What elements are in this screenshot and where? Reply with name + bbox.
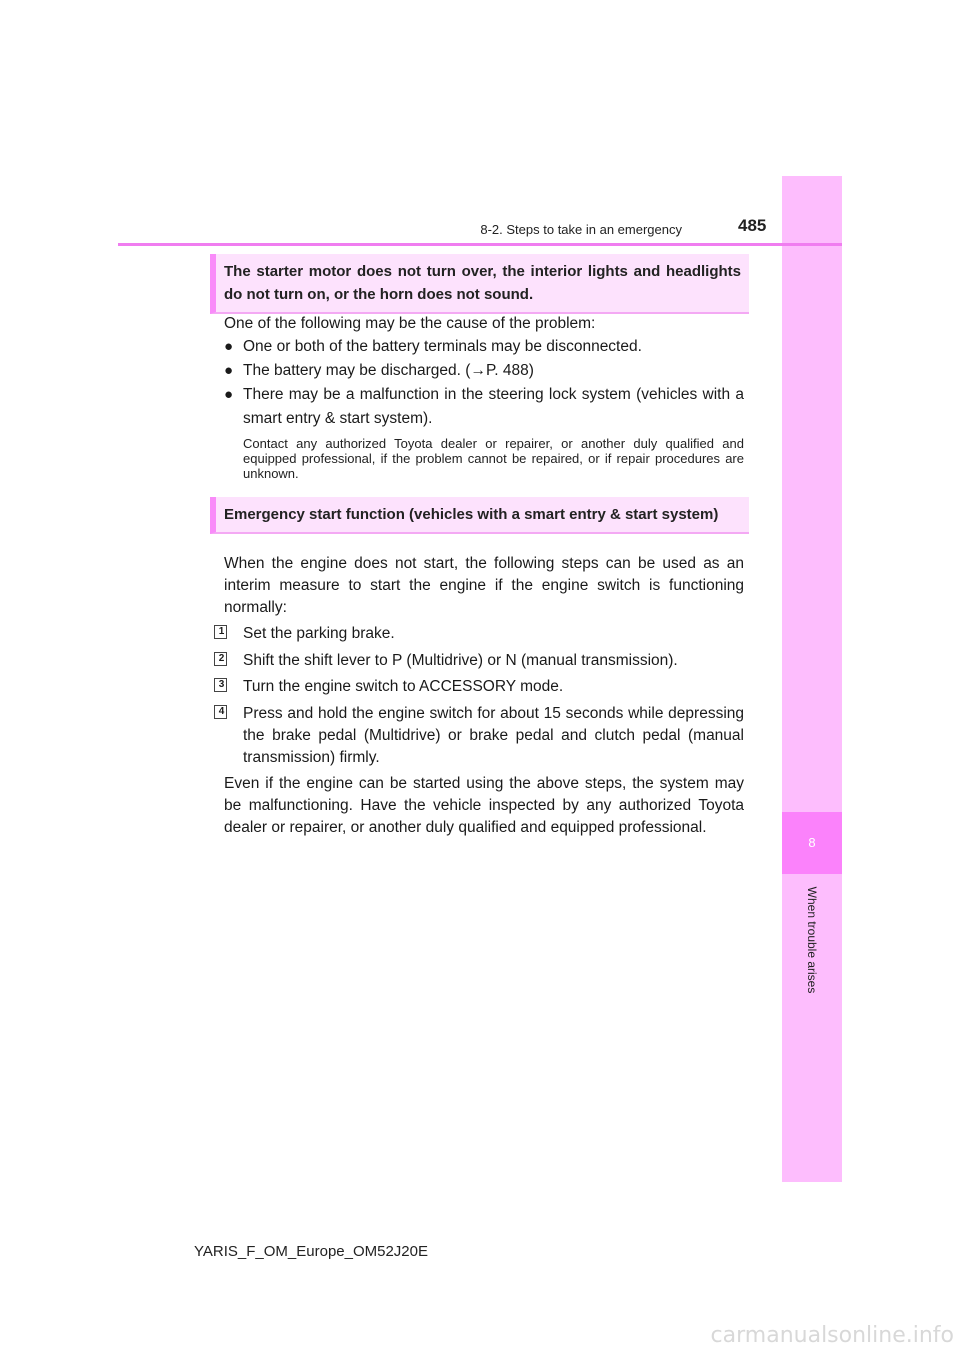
step-number-badge: 2 xyxy=(214,652,227,666)
watermark: carmanualsonline.info xyxy=(710,1323,954,1348)
section2-intro: When the engine does not start, the following steps can be used as an interim measure to start the engine if the engine switch is functioning normally: xyxy=(224,555,744,616)
list-item xyxy=(224,359,744,383)
section2-closing: Even if the engine can be started using the above steps, the system may be malfunctioning. Have the vehicle inspected by any authorized Toyota dealer or repairer, or another duly qualified and equipped professional. xyxy=(224,775,744,836)
chapter-number: 8 xyxy=(782,812,842,874)
bullet-icon: ● xyxy=(224,386,234,403)
step-number-badge: 4 xyxy=(214,705,227,719)
step-number-badge: 3 xyxy=(214,678,227,692)
step-text: Turn the engine switch to ACCESSORY mode. xyxy=(243,678,564,695)
chapter-side-tab xyxy=(782,176,842,1182)
section1-note: Contact any authorized Toyota dealer or repairer, or another duly qualified and equipped professional, if the problem cannot be repaired, or if repair procedures are unknown. xyxy=(243,436,744,481)
bullet-text: There may be a malfunction in the steering lock system (vehicles with a smart entry & start system). xyxy=(243,386,744,427)
list-item xyxy=(224,335,744,359)
section-heading-starter: The starter motor does not turn over, the interior lights and headlights do not turn on, or the horn does not sound. xyxy=(210,254,749,314)
bullet-icon: ● xyxy=(224,338,234,355)
step-number-badge: 1 xyxy=(214,625,227,639)
step-item xyxy=(218,676,744,698)
step-text: Shift the shift lever to P (Multidrive) or N (manual transmission). xyxy=(243,652,678,669)
list-item xyxy=(224,383,744,431)
chapter-label: When trouble arises xyxy=(805,886,819,994)
step-item xyxy=(218,650,744,672)
step-text: Set the parking brake. xyxy=(243,625,395,642)
section1-intro: One of the following may be the cause of the problem: xyxy=(224,315,596,332)
bullet-icon: ● xyxy=(224,362,234,379)
header-rule xyxy=(118,243,842,246)
section-title: 8-2. Steps to take in an emergency xyxy=(480,222,682,237)
section-heading-emergency-start: Emergency start function (vehicles with a smart entry & start system) xyxy=(210,497,749,534)
step-text: Press and hold the engine switch for about 15 seconds while depressing the brake pedal (Multidrive) or brake pedal and clutch pedal (manual transmission) firmly. xyxy=(243,705,744,766)
bullet-text: One or both of the battery terminals may be disconnected. xyxy=(243,338,642,355)
bullet-text: The battery may be discharged. (→P. 488) xyxy=(243,362,534,379)
step-item xyxy=(218,703,744,769)
step-item xyxy=(218,623,744,645)
page-number: 485 xyxy=(738,216,767,235)
document-id: YARIS_F_OM_Europe_OM52J20E xyxy=(194,1243,429,1260)
